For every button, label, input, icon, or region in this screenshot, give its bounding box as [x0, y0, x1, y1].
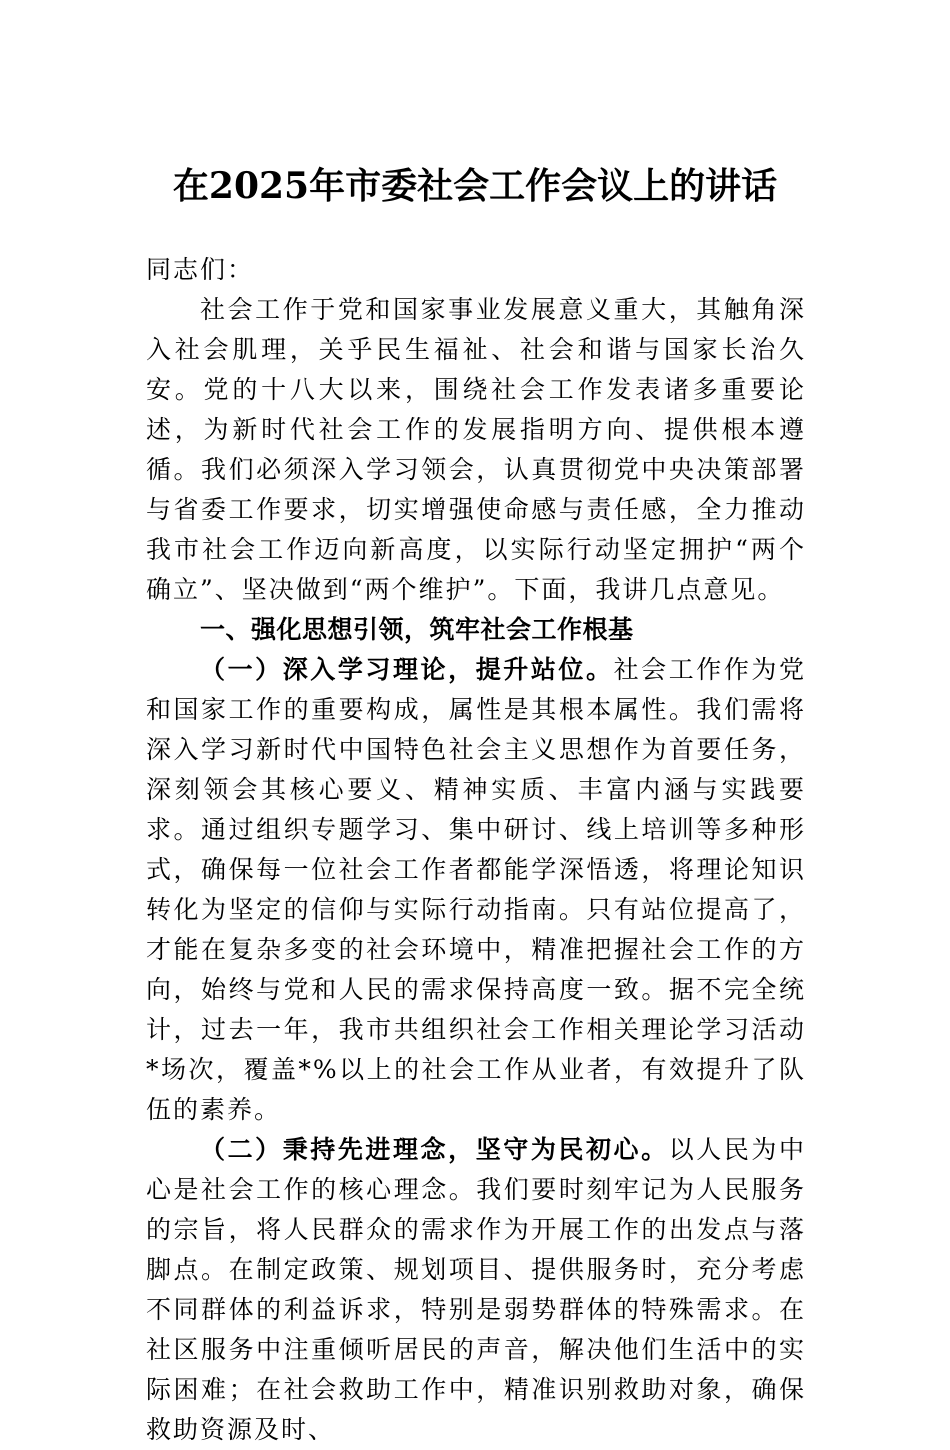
item-1-text: 社会工作作为党和国家工作的重要构成，属性是其根本属性。我们需将深入学习新时代中国特色社会主义思想作为首要任务，深刻领会其核心要义、精神实质、丰富内涵与实践要求。通过组织专题学习、集中研讨、线上培训等多种形式，确保每一位社会工作者都能学深悟透，将理论知识转化为坚定的信仰与实际行动指南。只有站位提高了，才能在复杂多变的社会环境中，精准把握社会工作的方向，始终与党和人民的需求保持高度一致。据不完全统计，过去一年，我市共组织社会工作相关理论学习活动*场次，覆盖*%以上的社会工作从业者，有效提升了队伍的素养。: [146, 655, 806, 1124]
section-heading: 一、强化思想引领，筑牢社会工作根基: [200, 615, 634, 644]
item-2-lead: （二）秉持先进理念，坚守为民初心。: [200, 1135, 669, 1164]
document-title: 在2025年市委社会工作会议上的讲话: [172, 165, 778, 207]
salutation: 同志们：: [146, 255, 255, 284]
document-body: [146, 250, 806, 1450]
paragraph-item-2: [146, 1130, 806, 1450]
intro-paragraph: 社会工作于党和国家事业发展意义重大，其触角深入社会肌理，关乎民生福祉、社会和谐与国家长治久安。党的十八大以来，围绕社会工作发表诸多重要论述，为新时代社会工作的发展指明方向、提供根本遵循。我们必须深入学习领会，认真贯彻党中央决策部署与省委工作要求，切实增强使命感与责任感，全力推动我市社会工作迈向新高度，以实际行动坚定拥护“两个确立”、坚决做到“两个维护”。下面，我讲几点意见。: [146, 295, 806, 604]
item-2-text: 以人民为中心是社会工作的核心理念。我们要时刻牢记为人民服务的宗旨，将人民群众的需求作为开展工作的出发点与落脚点。在制定政策、规划项目、提供服务时，充分考虑不同群体的利益诉求，特别是弱势群体的特殊需求。在社区服务中注重倾听居民的声音，解决他们生活中的实际困难；在社会救助工作中，精准识别救助对象，确保救助资源及时、: [146, 1135, 806, 1444]
item-1-lead: （一）深入学习理论，提升站位。: [200, 655, 614, 684]
paragraph-item-1: [146, 650, 806, 1130]
